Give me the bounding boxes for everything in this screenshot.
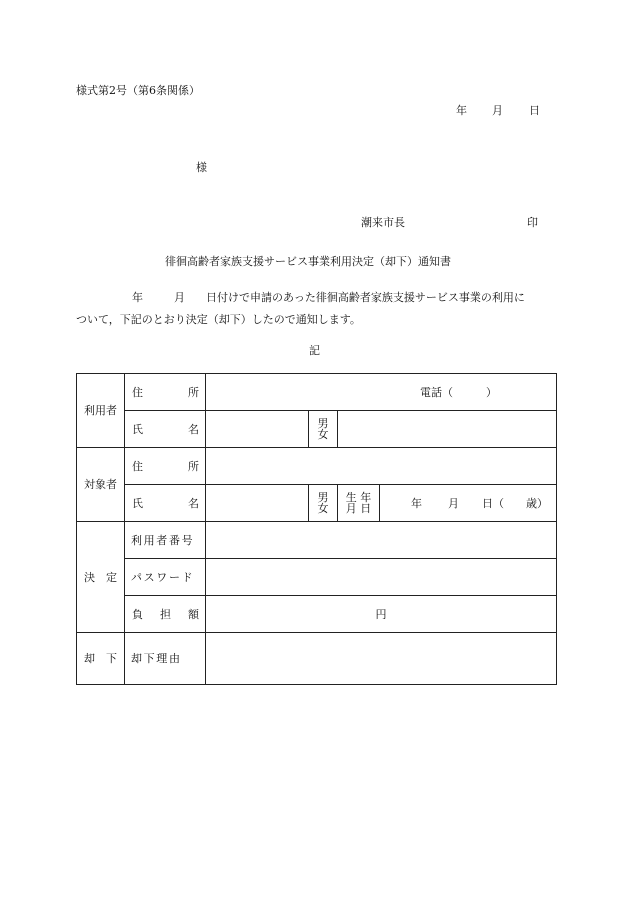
date-year-label: 年 — [456, 104, 467, 117]
addressee-suffix: 様 — [196, 161, 207, 174]
body-line-1: 日付けで申請のあった徘徊高齢者家族支援サービス事業の利用に — [206, 291, 525, 304]
target-name-field[interactable] — [206, 485, 309, 522]
ki-heading: 記 — [309, 344, 320, 357]
burden-amount-field[interactable] — [206, 596, 557, 633]
password-field[interactable] — [206, 559, 557, 596]
target-sex-field[interactable]: 男 女 — [309, 485, 338, 522]
form-table — [76, 373, 557, 685]
dob-year-label: 年 — [411, 496, 422, 510]
burden-amount-label: 負 担 額 — [125, 596, 206, 633]
dob-label: 生 年 月 日 — [338, 485, 380, 522]
dob-age-label: 歳） — [526, 496, 548, 510]
issuer-name: 潮来市長 — [361, 216, 405, 229]
user-name-label: 氏 名 — [125, 411, 206, 448]
user-address-label: 住 所 — [125, 374, 206, 411]
body-line-2: ついて，下記のとおり決定（却下）したので通知します。 — [76, 313, 361, 326]
yen-label: 円 — [375, 607, 387, 621]
target-name-label: 氏 名 — [125, 485, 206, 522]
dob-field[interactable] — [380, 485, 557, 522]
reject-group-header: 却 下 — [77, 633, 125, 685]
user-address-field[interactable] — [206, 374, 557, 411]
user-number-label: 利用者番号 — [125, 522, 206, 559]
reject-reason-field[interactable] — [206, 633, 557, 685]
dob-month-label: 月 — [448, 496, 459, 510]
user-group-header: 利用者 — [77, 374, 125, 448]
target-address-field[interactable] — [206, 448, 557, 485]
date-day-label: 日 — [529, 104, 540, 117]
user-number-field[interactable] — [206, 522, 557, 559]
target-group-header: 対象者 — [77, 448, 125, 522]
password-label: パスワード — [125, 559, 206, 596]
document-title: 徘徊高齢者家族支援サービス事業利用決定（却下）通知書 — [165, 255, 451, 268]
form-number: 様式第2号（第6条関係） — [76, 84, 200, 97]
user-blank-field[interactable] — [338, 411, 557, 448]
target-address-label: 住 所 — [125, 448, 206, 485]
body-month-label: 月 — [174, 291, 185, 304]
dob-day-label: 日（ — [482, 496, 504, 510]
decision-group-header: 決 定 — [77, 522, 125, 633]
user-name-field[interactable] — [206, 411, 309, 448]
phone-label: 電話（ ） — [420, 385, 497, 399]
body-year-label: 年 — [132, 291, 143, 304]
user-sex-field[interactable]: 男 女 — [309, 411, 338, 448]
reject-reason-label: 却下理由 — [125, 633, 206, 685]
seal-mark: 印 — [527, 216, 538, 229]
date-month-label: 月 — [492, 104, 503, 117]
